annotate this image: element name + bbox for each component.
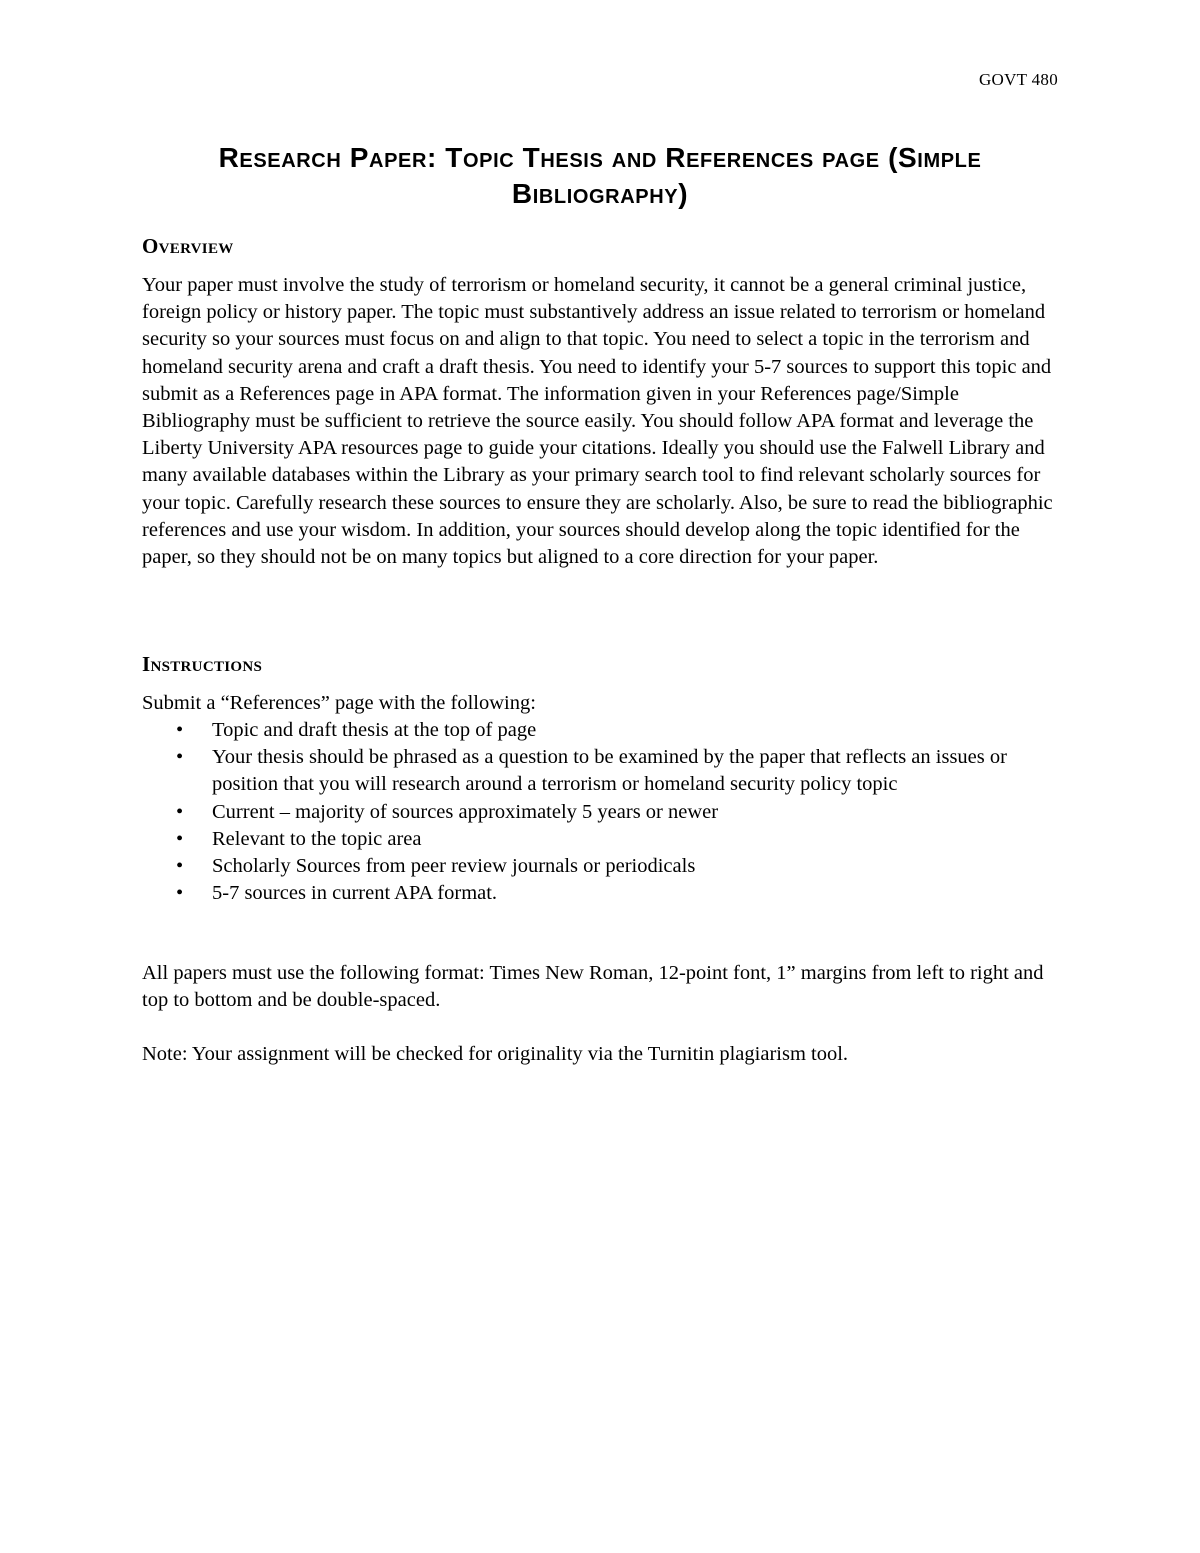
list-item-text: 5-7 sources in current APA format. xyxy=(212,882,498,905)
page-title-line-2: Bibliography) xyxy=(511,178,689,209)
instructions-heading: Instructions xyxy=(142,652,263,676)
list-item-text: Your thesis should be phrased as a question to be examined by the paper that reflects an issues or position that you will research around a terrorism or homeland security policy topic xyxy=(212,746,1007,796)
bullet-icon: • xyxy=(176,800,184,823)
bullet-icon: • xyxy=(176,827,184,850)
overview-heading: Overview xyxy=(142,234,234,258)
list-item xyxy=(142,799,1058,826)
instructions-list xyxy=(142,717,1058,907)
bullet-icon: • xyxy=(176,855,184,878)
list-item xyxy=(142,853,1058,880)
list-item xyxy=(142,880,1058,907)
instructions-intro: Submit a “References” page with the following: xyxy=(142,692,536,714)
originality-note: Note: Your assignment will be checked for originality via the Turnitin plagiarism tool. xyxy=(142,1043,849,1065)
bullet-icon: • xyxy=(176,882,184,905)
bullet-icon: • xyxy=(176,746,184,769)
list-item-text: Scholarly Sources from peer review journals or periodicals xyxy=(212,855,696,878)
list-item-text: Topic and draft thesis at the top of page xyxy=(212,719,537,741)
format-requirements: All papers must use the following format: Times New Roman, 12-point font, 1” margins from left to right and top to bottom and be double-spaced. xyxy=(142,962,1044,1012)
list-item-text: Relevant to the topic area xyxy=(212,827,422,850)
list-item xyxy=(142,826,1058,853)
course-code: GOVT 480 xyxy=(978,70,1058,89)
list-item-text: Current – majority of sources approximately 5 years or newer xyxy=(212,800,719,823)
list-item xyxy=(142,744,1058,798)
page-title-line-1: Research Paper: Topic Thesis and References page (Simple xyxy=(218,142,982,173)
overview-paragraph: Your paper must involve the study of terrorism or homeland security, it cannot be a general criminal justice, foreign policy or history paper. The topic must substantively address an issue related to terrorism or homeland security so your sources must focus on and align to that topic. You need to select a topic in the terrorism and homeland security arena and craft a draft thesis. You need to identify your 5-7 sources to support this topic and submit as a References page in APA format. The information given in your References page/Simple Bibliography must be sufficient to retrieve the source easily. You should follow APA format and leverage the Liberty University APA resources page to guide your citations. Ideally you should use the Falwell Library and many available databases within the Library as your primary search tool to find relevant scholarly sources for your topic. Carefully research these sources to ensure they are scholarly. Also, be sure to read the bibliographic references and use your wisdom. In addition, your sources should develop along the topic identified for the paper, so they should not be on many topics but aligned to a core direction for your paper. xyxy=(142,274,1053,569)
bullet-icon: • xyxy=(176,719,184,741)
list-item xyxy=(142,717,1058,744)
page-title xyxy=(142,140,1058,212)
